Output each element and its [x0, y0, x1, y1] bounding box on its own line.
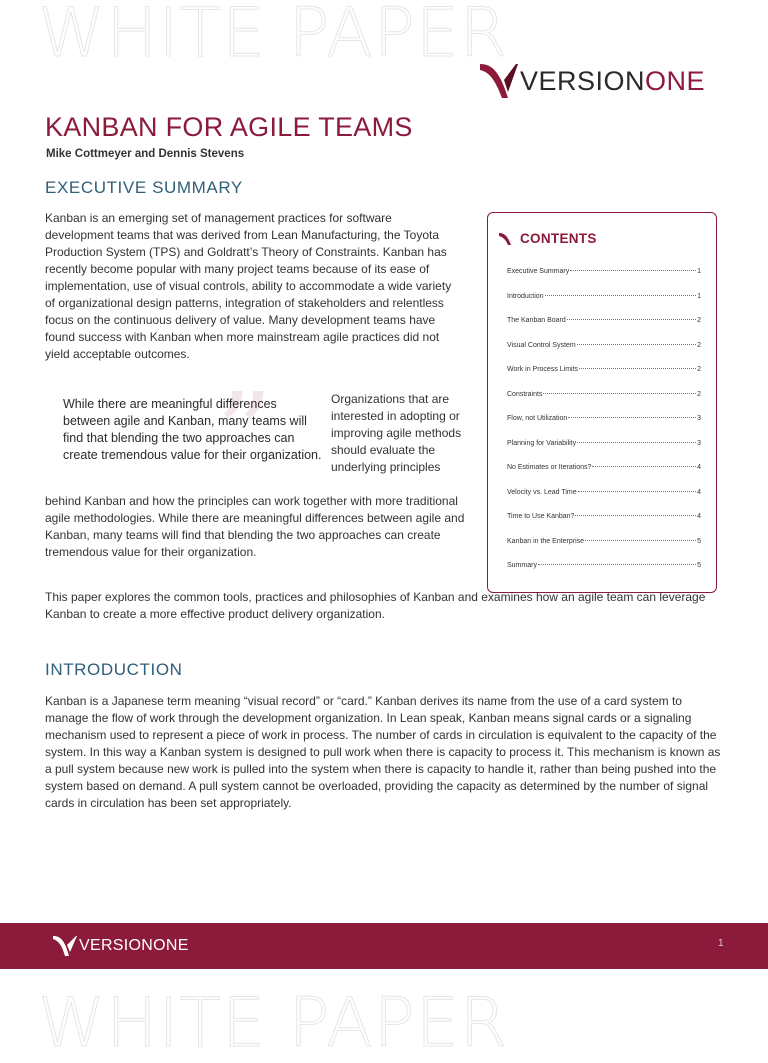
contents-item[interactable]	[507, 342, 701, 367]
contents-item-label: Executive Summary	[507, 268, 570, 275]
contents-item[interactable]	[507, 489, 701, 514]
contents-item[interactable]	[507, 440, 701, 465]
executive-summary-paragraph-3: behind Kanban and how the principles can work together with more traditional agile methodologies. While there are meaningful differences between agile and Kanban, many teams will find that blending the two approaches can create tremendous value for their organization.	[45, 494, 465, 559]
contents-item-page: 4	[697, 488, 701, 496]
contents-item-leader	[579, 368, 696, 369]
contents-item[interactable]	[507, 464, 701, 489]
versionone-footer-icon	[52, 935, 78, 957]
contents-item-page: 2	[697, 390, 701, 398]
introduction-paragraph: Kanban is a Japanese term meaning “visual record” or “card.” Kanban derives its name from the use of a card system to manage the flow of work through the development organization. In Lean speak, Kanban means signal cards or a signaling mechanism used to represent a piece of work in process. The number of cards in circulation is equivalent to the capacity of the system. In this way a Kanban system is designed to pull work when there is capacity to process it. This mechanism is known as a pull system because new work is pulled into the system when there is capacity to handle it, rather than being pushed into the system based on demand. A pull system cannot be overloaded, providing the capacity as determined by the number of signal cards in circulation has been set appropriately.	[45, 694, 721, 810]
contents-item-page: 4	[697, 464, 701, 471]
contents-item[interactable]	[507, 562, 701, 587]
contents-item[interactable]	[507, 513, 701, 538]
contents-item-leader	[570, 270, 696, 271]
executive-summary-paragraph-2: Organizations that are interested in adopting or improving agile methods should evaluate the underlying principles	[331, 392, 462, 474]
watermark-top: WHITE PAPER	[38, 0, 508, 73]
contents-item-label: Kanban in the Enterprise	[507, 537, 585, 545]
executive-summary-paragraph-4: This paper explores the common tools, practices and philosophies of Kanban and examines how an agile team can leverage Kanban to create a more effective product delivery organization.	[45, 590, 706, 621]
contents-list	[507, 268, 701, 587]
contents-item-label: Velocity vs. Lead Time	[507, 488, 577, 496]
introduction-heading: INTRODUCTION	[45, 660, 183, 679]
contents-item-page: 1	[697, 268, 701, 275]
contents-item[interactable]	[507, 293, 701, 318]
page-number: 1	[718, 938, 724, 949]
versionone-logo	[478, 62, 705, 100]
contents-item-label: Work in Process Limits	[507, 366, 579, 373]
contents-item-label: No Estimates or Iterations?	[507, 464, 592, 471]
logo-wordmark	[520, 66, 705, 97]
chevron-icon	[498, 232, 512, 246]
contents-item[interactable]	[507, 415, 701, 440]
contents-item-leader	[578, 491, 696, 492]
contents-item-page: 5	[697, 537, 701, 545]
contents-item-leader	[577, 442, 696, 443]
logo-wordmark-main: VERSION	[520, 65, 646, 96]
logo-wordmark-accent: ONE	[645, 65, 706, 96]
contents-item-label: Flow, not Utilization	[507, 415, 568, 422]
contents-item-label: Time to Use Kanban?	[507, 513, 575, 520]
quote-mark-icon: ”	[216, 369, 273, 497]
contents-item-label: Planning for Variability	[507, 439, 577, 447]
versionone-chevron-icon	[478, 62, 518, 100]
contents-item-label: The Kanban Board	[507, 317, 566, 324]
contents-item-leader	[543, 393, 696, 394]
contents-item-leader	[567, 319, 696, 320]
contents-item-leader	[592, 466, 696, 467]
contents-item[interactable]	[507, 317, 701, 342]
contents-item[interactable]	[507, 366, 701, 391]
contents-item-label: Visual Control System	[507, 341, 576, 349]
contents-item-label: Constraints	[507, 390, 543, 398]
contents-item-leader	[538, 564, 696, 565]
footer-brand: VERSIONONE	[79, 937, 189, 954]
footer-logo	[52, 935, 189, 957]
contents-item-page: 5	[697, 562, 701, 569]
contents-item[interactable]	[507, 538, 701, 563]
contents-header	[498, 231, 597, 246]
footer-bar	[0, 923, 768, 969]
contents-item-leader	[577, 344, 696, 345]
contents-item-page: 2	[697, 341, 701, 349]
contents-item-label: Introduction	[507, 292, 544, 300]
executive-summary-paragraph-1: Kanban is an emerging set of management practices for software development teams that was derived from Lean Manufacturing, the Toyota Production System (TPS) and Goldratt’s Theory of Constraints. Kanban has recently become popular with many project teams because of its ease of implementation, use of visual controls, ability to accommodate a wide variety of organizational design patterns, integration of stakeholders and relentless focus on the continuous delivery of value. Many development teams have found success with Kanban when more mainstream agile practices did not yield acceptable outcomes.	[45, 211, 452, 361]
contents-item[interactable]	[507, 268, 701, 293]
contents-item-page: 2	[697, 366, 701, 373]
contents-item-page: 4	[697, 513, 701, 520]
document-authors: Mike Cottmeyer and Dennis Stevens	[46, 148, 245, 160]
contents-item-page: 2	[697, 317, 701, 324]
contents-item-page: 3	[697, 415, 701, 422]
contents-item-label: Summary	[507, 562, 537, 569]
contents-box	[487, 212, 717, 593]
contents-item-leader	[585, 540, 696, 541]
contents-item-leader	[568, 417, 696, 418]
document-title: KANBAN FOR AGILE TEAMS	[45, 112, 413, 142]
contents-title: CONTENTS	[520, 231, 597, 246]
contents-item-page: 1	[697, 292, 701, 300]
pull-quote: While there are meaningful differences between agile and Kanban, many teams will find that blending the two approaches can create tremendous value for their organization.	[63, 397, 322, 462]
contents-item-leader	[545, 295, 697, 296]
contents-item[interactable]	[507, 391, 701, 416]
contents-item-leader	[575, 515, 696, 516]
executive-summary-heading: EXECUTIVE SUMMARY	[45, 178, 243, 197]
contents-item-page: 3	[697, 439, 701, 447]
watermark-bottom: WHITE PAPER	[38, 984, 508, 1063]
